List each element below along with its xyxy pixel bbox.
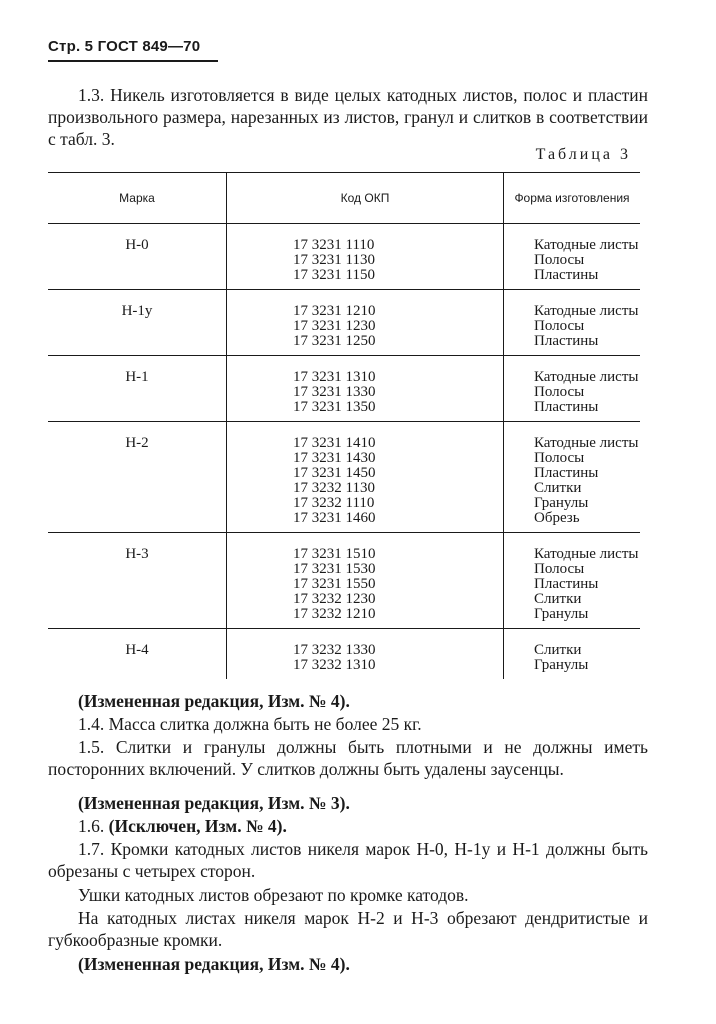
table-caption: Таблица 3 — [535, 146, 631, 163]
production-form: Пластины — [534, 576, 599, 592]
okp-code: 17 3231 1450 — [293, 465, 376, 481]
production-form: Полосы — [534, 384, 585, 400]
table-row — [48, 224, 640, 290]
cell-mark: Н-4 — [125, 642, 149, 658]
production-form: Слитки — [534, 642, 582, 658]
cell-forms — [504, 533, 641, 629]
paragraph-1-4: 1.4. Масса слитка должна быть не более 25 кг. — [78, 714, 422, 734]
production-form: Полосы — [534, 252, 585, 268]
okp-code: 17 3232 1230 — [293, 591, 376, 607]
production-form: Катодные листы — [534, 303, 639, 319]
okp-code: 17 3231 1130 — [293, 252, 375, 268]
header-code: Код ОКП — [227, 173, 504, 224]
production-form: Пластины — [534, 333, 599, 349]
edit-note-3: (Измененная редакция, Изм. № 3). — [78, 793, 350, 813]
production-form: Пластины — [534, 465, 599, 481]
okp-code: 17 3231 1510 — [293, 546, 376, 562]
cell-forms — [504, 290, 641, 356]
paragraph-1-5: 1.5. Слитки и гранулы должны быть плотными и не должны иметь посторонних включений. У слитков должны быть удалены заусенцы. — [48, 737, 648, 779]
okp-code: 17 3231 1250 — [293, 333, 376, 349]
okp-code: 17 3231 1110 — [293, 237, 375, 253]
header-form: Форма изготовления — [504, 173, 641, 224]
header-mark: Марка — [48, 173, 227, 224]
production-form: Пластины — [534, 267, 599, 283]
paragraph-1-7: 1.7. Кромки катодных листов никеля марок Н-0, Н-1у и Н-1 должны быть обрезаны с четырех сторон. — [48, 839, 648, 881]
okp-code: 17 3232 1110 — [293, 495, 375, 511]
okp-code: 17 3231 1230 — [293, 318, 376, 334]
edit-note-4b: (Измененная редакция, Изм. № 4). — [78, 954, 350, 974]
production-form: Обрезь — [534, 510, 580, 526]
production-form: Гранулы — [534, 606, 589, 622]
paragraph-1-7-edges: На катодных листах никеля марок Н-2 и Н-3 обрезают дендритистые и губкообразные кромки. — [48, 908, 648, 950]
production-form: Катодные листы — [534, 369, 639, 385]
cell-mark: Н-3 — [48, 533, 227, 629]
production-form: Гранулы — [534, 495, 589, 511]
cell-codes — [227, 356, 504, 422]
cell-codes — [227, 533, 504, 629]
paragraph-1-6-text: (Исключен, Изм. № 4). — [108, 816, 287, 836]
table-row — [48, 422, 640, 533]
production-form: Слитки — [534, 480, 582, 496]
cell-codes — [227, 224, 504, 290]
production-form: Полосы — [534, 561, 585, 577]
production-form: Полосы — [534, 450, 585, 466]
table-3 — [48, 172, 640, 679]
production-form: Полосы — [534, 318, 585, 334]
okp-code: 17 3232 1210 — [293, 606, 376, 622]
table-body — [48, 224, 640, 680]
okp-code: 17 3231 1410 — [293, 435, 376, 451]
table-row — [48, 356, 640, 422]
cell-mark: Н-1 — [48, 356, 227, 422]
edit-note-4a: (Измененная редакция, Изм. № 4). — [78, 691, 350, 711]
cell-forms — [504, 224, 641, 290]
okp-code: 17 3231 1210 — [293, 303, 376, 319]
table-row — [48, 290, 640, 356]
paragraph-1-3: 1.3. Никель изготовляется в виде целых катодных листов, полос и пластин произвольного размера, нарезанных из листов, гранул и слитков в соответствии с табл. 3. — [48, 85, 648, 149]
production-form: Катодные листы — [534, 546, 639, 562]
header-rule — [48, 60, 218, 62]
production-form: Слитки — [534, 591, 582, 607]
production-form: Катодные листы — [534, 435, 639, 451]
okp-code: 17 3231 1530 — [293, 561, 376, 577]
okp-code: 17 3231 1430 — [293, 450, 376, 466]
production-form: Гранулы — [534, 657, 589, 673]
okp-code: 17 3231 1310 — [293, 369, 376, 385]
cell-codes — [227, 290, 504, 356]
okp-code: 17 3231 1330 — [293, 384, 376, 400]
cell-forms — [504, 356, 641, 422]
cell-mark: Н-1у — [48, 290, 227, 356]
paragraph-1-6-number: 1.6. — [78, 816, 105, 836]
okp-code: 17 3232 1310 — [293, 657, 376, 673]
paragraph-1-6 — [78, 815, 287, 837]
okp-code: 17 3231 1350 — [293, 399, 376, 415]
cell-mark: Н-2 — [48, 422, 227, 533]
cell-mark: Н-0 — [48, 224, 227, 290]
cell-codes — [227, 422, 504, 533]
table-header-row — [48, 173, 640, 224]
cell-codes — [227, 629, 504, 680]
table-row — [48, 533, 640, 629]
production-form: Катодные листы — [534, 237, 639, 253]
page-header — [48, 38, 200, 55]
page-header-text: Стр. 5 ГОСТ 849—70 — [48, 38, 201, 55]
okp-code: 17 3231 1550 — [293, 576, 376, 592]
cell-forms — [504, 422, 641, 533]
production-form: Пластины — [534, 399, 599, 415]
paragraph-1-7-ears: Ушки катодных листов обрезают по кромке катодов. — [78, 885, 469, 905]
table-row — [48, 629, 640, 680]
okp-code: 17 3231 1150 — [293, 267, 375, 283]
okp-code: 17 3232 1130 — [293, 480, 375, 496]
cell-forms — [504, 629, 641, 680]
okp-code: 17 3231 1460 — [293, 510, 376, 526]
okp-code: 17 3232 1330 — [293, 642, 376, 658]
